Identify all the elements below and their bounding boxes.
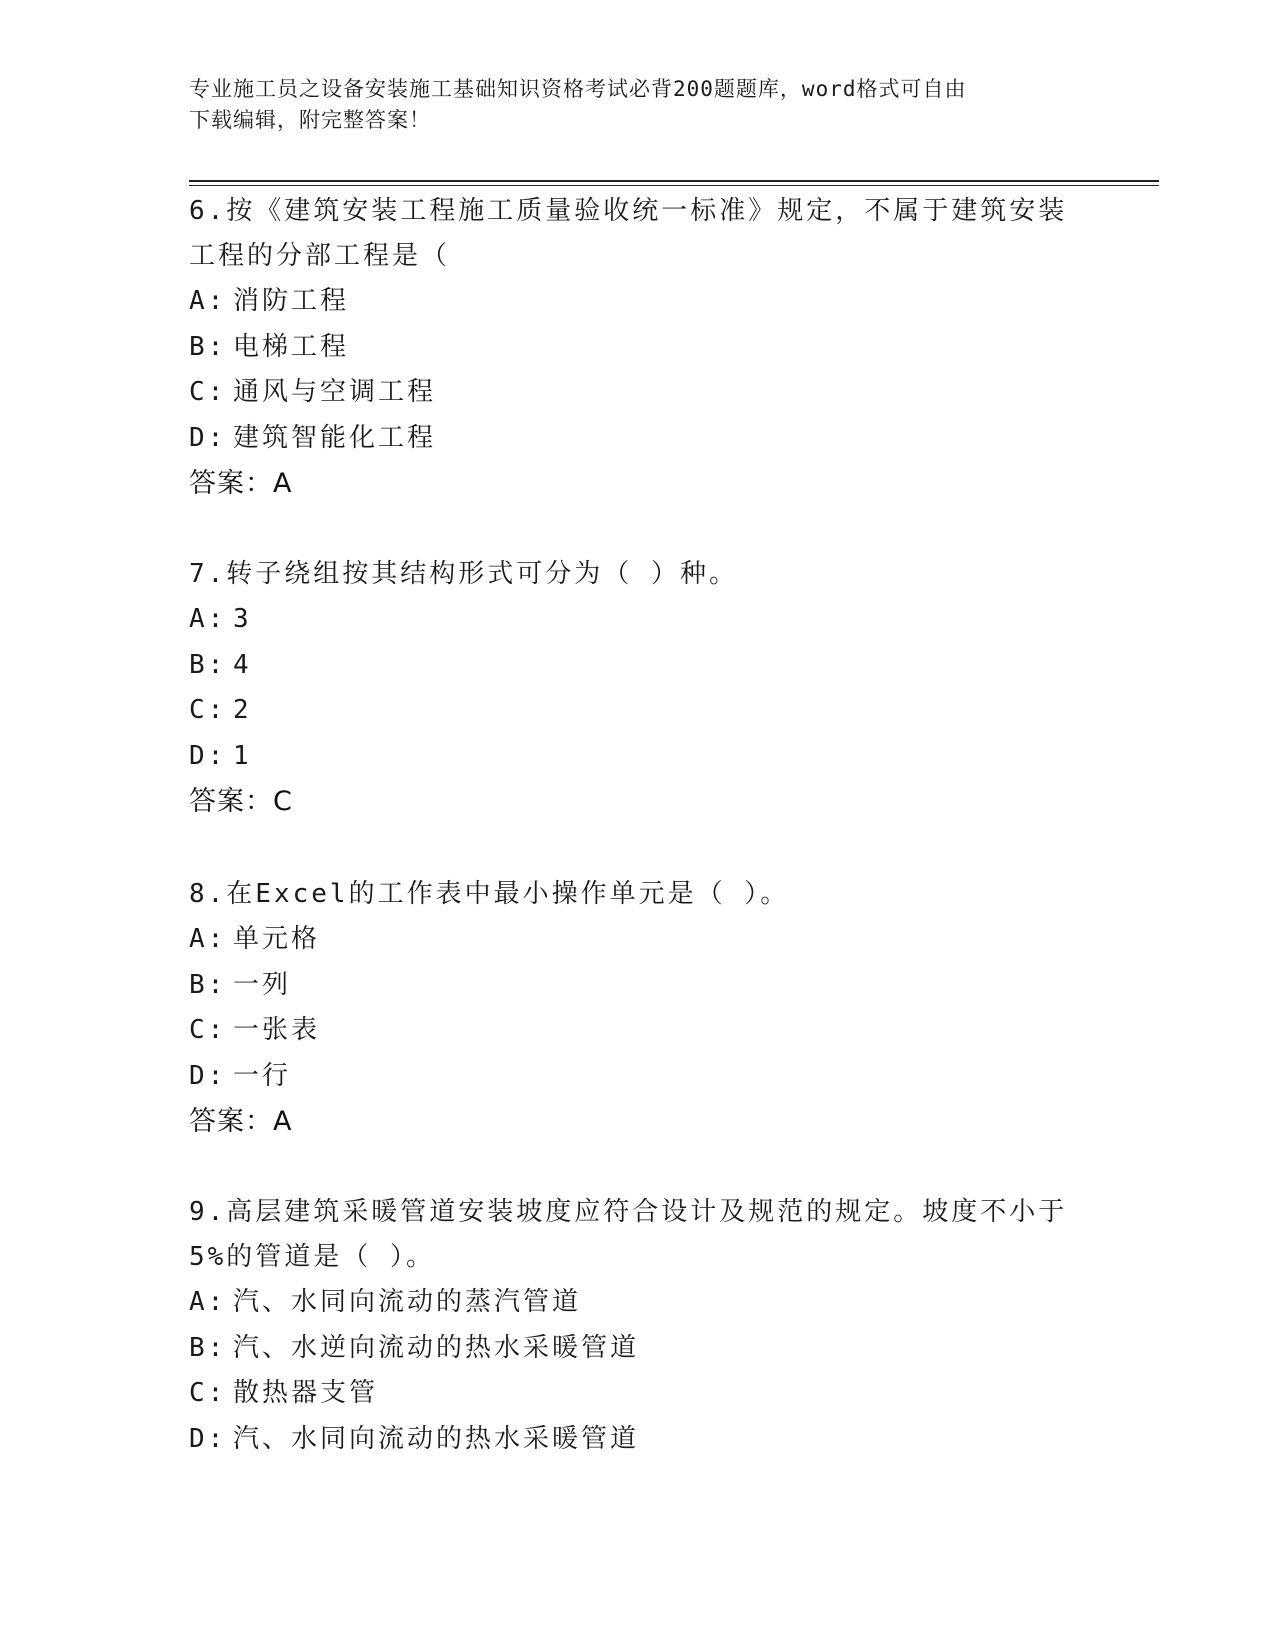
option-text: 散热器支管 <box>233 1378 379 1408</box>
option-key: C: <box>189 1015 227 1045</box>
answer-line: 答案：C <box>189 786 293 817</box>
question-8 <box>189 872 1069 1144</box>
option-d <box>189 416 1069 462</box>
option-a <box>189 917 1069 963</box>
option-text: 消防工程 <box>233 286 350 316</box>
option-text: 通风与空调工程 <box>233 377 437 407</box>
question-stem-line-2: 5%的管道是（ ）。 <box>189 1242 435 1272</box>
option-key: A: <box>189 604 227 634</box>
option-c <box>189 370 1069 416</box>
option-text: 一列 <box>233 969 292 1000</box>
answer-line: 答案：A <box>189 1106 293 1137</box>
question-stem-line-1: 9.高层建筑采暖管道安装坡度应符合设计及规范的规定。坡度不小于 <box>189 1197 1068 1227</box>
question-stem-line-1: 7.转子绕组按其结构形式可分为（ ）种。 <box>189 559 738 589</box>
option-key: D: <box>189 1060 227 1091</box>
option-key: D: <box>189 740 227 771</box>
option-key: D: <box>189 422 227 453</box>
option-key: A: <box>189 286 227 316</box>
answer-line: 答案：A <box>189 468 293 499</box>
option-text: 一行 <box>233 1060 292 1091</box>
option-text: 一张表 <box>233 1015 321 1045</box>
option-key: C: <box>189 695 227 725</box>
option-text: 单元格 <box>233 924 321 954</box>
option-d <box>189 1417 1069 1463</box>
option-key: A: <box>189 1287 227 1317</box>
option-key: B: <box>189 969 227 1000</box>
option-c <box>189 1371 1069 1417</box>
header-divider <box>189 180 1159 186</box>
option-text: 建筑智能化工程 <box>233 422 437 453</box>
option-key: C: <box>189 377 227 407</box>
option-key: C: <box>189 1378 227 1408</box>
document-header <box>189 74 1069 136</box>
option-key: B: <box>189 1332 227 1363</box>
option-a <box>189 597 1069 643</box>
option-key: B: <box>189 649 227 680</box>
option-text: 汽、水逆向流动的热水采暖管道 <box>233 1332 640 1363</box>
option-b <box>189 963 1069 1009</box>
option-c <box>189 688 1069 734</box>
option-text: 汽、水同向流动的蒸汽管道 <box>233 1287 582 1317</box>
option-text: 4 <box>233 649 252 680</box>
question-6 <box>189 189 1069 506</box>
option-text: 2 <box>233 695 252 725</box>
question-stem-line-2: 工程的分部工程是（ <box>189 241 451 271</box>
option-a <box>189 279 1069 325</box>
option-b <box>189 643 1069 689</box>
option-d <box>189 734 1069 780</box>
option-key: D: <box>189 1423 227 1454</box>
header-line-2: 下载编辑，附完整答案！ <box>189 108 431 132</box>
option-b <box>189 325 1069 371</box>
option-c <box>189 1008 1069 1054</box>
option-text: 电梯工程 <box>233 331 350 362</box>
question-7 <box>189 552 1069 824</box>
option-key: B: <box>189 331 227 362</box>
option-a <box>189 1280 1069 1326</box>
question-stem-line-1: 8.在Excel的工作表中最小操作单元是（ ）。 <box>189 879 790 909</box>
question-9 <box>189 1190 1069 1462</box>
question-stem-line-1: 6.按《建筑安装工程施工质量验收统一标准》规定，不属于建筑安装 <box>189 196 1068 226</box>
option-text: 3 <box>233 604 252 634</box>
option-text: 汽、水同向流动的热水采暖管道 <box>233 1423 640 1454</box>
option-key: A: <box>189 924 227 954</box>
header-line-1: 专业施工员之设备安装施工基础知识资格考试必背200题题库，word格式可自由 <box>189 77 967 101</box>
option-text: 1 <box>233 740 252 771</box>
option-b <box>189 1326 1069 1372</box>
option-d <box>189 1054 1069 1100</box>
